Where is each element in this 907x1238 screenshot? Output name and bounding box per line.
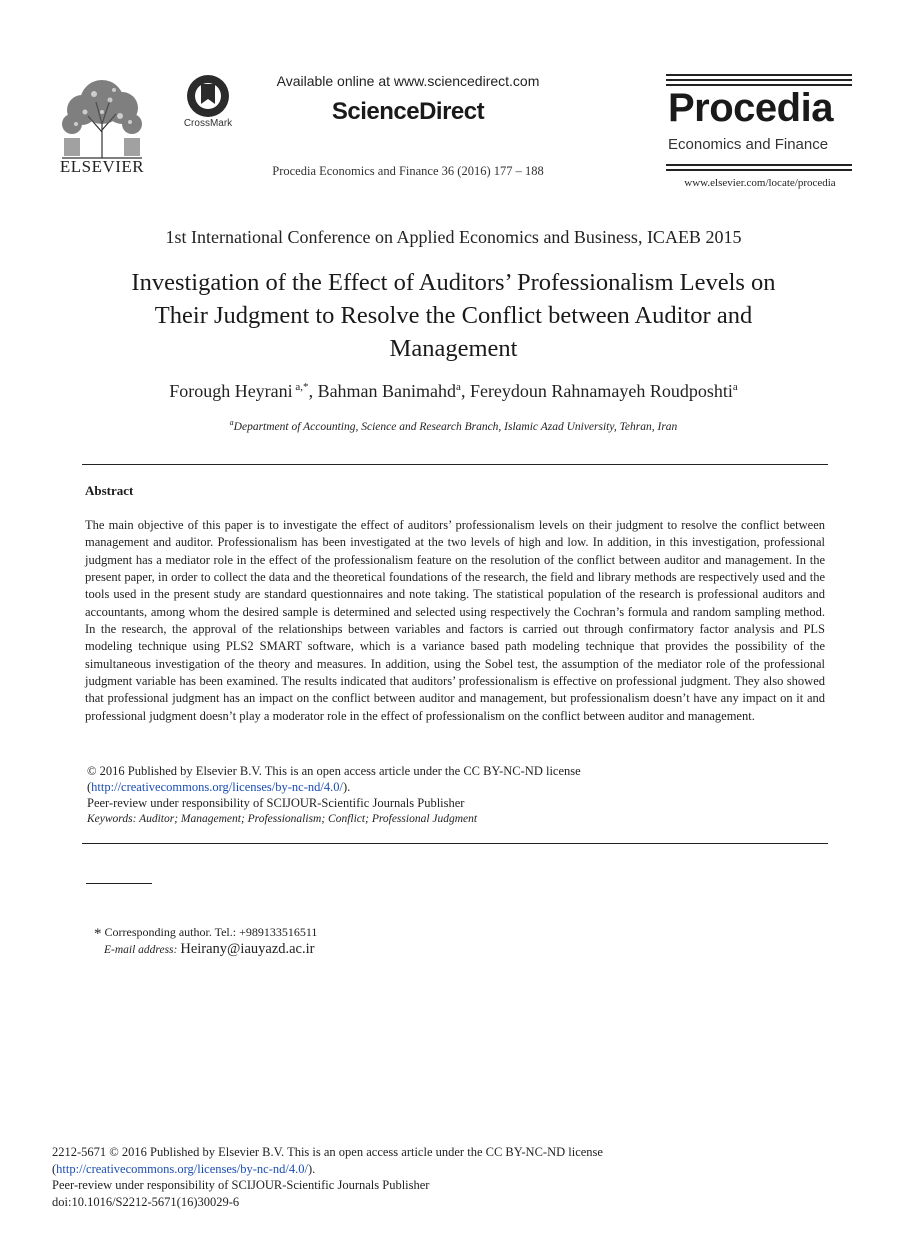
footer-license: 2212-5671 © 2016 Published by Elsevier B.V. This is an open access article under the CC BY-NC-ND license bbox=[52, 1145, 603, 1159]
license-url-line bbox=[87, 779, 827, 795]
procedia-rule bbox=[666, 164, 852, 166]
keywords-label: Keywords: bbox=[87, 813, 137, 825]
section-divider bbox=[82, 843, 828, 844]
affiliation bbox=[60, 418, 847, 433]
procedia-rule bbox=[666, 79, 852, 81]
available-online-text: Available online at www.sciencedirect.com bbox=[276, 73, 540, 89]
abstract-heading: Abstract bbox=[85, 483, 134, 498]
conference-name: 1st International Conference on Applied Economics and Business, ICAEB 2015 bbox=[165, 227, 742, 247]
procedia-rule bbox=[666, 169, 852, 171]
paren: ). bbox=[342, 780, 351, 794]
section-divider bbox=[82, 464, 828, 465]
footer-peer-review: Peer-review under responsibility of SCIJOUR-Scientific Journals Publisher bbox=[52, 1178, 430, 1192]
procedia-url-link[interactable]: www.elsevier.com/locate/procedia bbox=[684, 177, 836, 189]
title-line: Investigation of the Effect of Auditors’ Professionalism Levels on bbox=[131, 269, 776, 296]
affiliation-text: Department of Accounting, Science and Research Branch, Islamic Azad University, Tehran, Iran bbox=[233, 420, 678, 433]
paren: ( bbox=[52, 1161, 57, 1176]
footer-doi[interactable]: doi:10.1016/S2212-5671(16)30029-6 bbox=[52, 1194, 240, 1209]
footnote-star: * bbox=[94, 926, 102, 942]
email-note bbox=[104, 941, 314, 958]
corresponding-text: Corresponding author. Tel.: +989133516511 bbox=[104, 925, 318, 939]
paren: ). bbox=[307, 1161, 316, 1176]
author-name: Fereydoun Rahnamayeh Roudposhti bbox=[469, 381, 733, 401]
license-statement: © 2016 Published by Elsevier B.V. This is an open access article under the CC BY-NC-ND license bbox=[87, 764, 581, 778]
abstract-body: The main objective of this paper is to investigate the effect of auditors’ professionalism levels on their judgment to resolve the conflict between management and auditor. Professionalism has been investigated at the two levels of high and low. In addition, in this investigation, professional judgment has a mediator role in the effect of the professionalism feature on the resolution of the conflict between auditor and management. In the present paper, in order to collect the data and the theoretical foundations of the research, the field and library methods are respectively used and the tools used in the present study are standard questionnaires and note taking. The statistical population of the research is professional auditors and accountants, among whom the desired sample is determined and selected using respectively the Cochran’s formula and random sampling method. In the research, the approval of the relationships between variables and factors is carried out through confirmatory factor analysis and PLS modeling technique using PLS2 SMART software, which is a variance based path modeling technique that provides the possibility of the simultaneous investigation of the theory and measures. In addition, using the Sobel test, the assumption of the mediator role of the professional judgment variable has been examined. The results indicated that auditors’ professionalism is effective on professional judgment. They also showed that professional judgment has an impact on the conflict between auditor and management, but professionalism doesn’t have any impact on it and professional judgment doesn’t play a moderator role in the effect of professionalism on the conflict between auditor and management. bbox=[85, 518, 825, 723]
author-name: Forough Heyrani bbox=[169, 381, 293, 401]
corresponding-author-note bbox=[94, 924, 317, 941]
page-footer bbox=[52, 1144, 852, 1210]
journal-reference: Procedia Economics and Finance 36 (2016) 177 – 188 bbox=[272, 164, 544, 178]
sciencedirect-brand[interactable]: ScienceDirect bbox=[331, 98, 485, 125]
title-line: Their Judgment to Resolve the Conflict between Auditor and bbox=[154, 302, 753, 329]
procedia-subtitle: Economics and Finance bbox=[668, 136, 829, 153]
footnote-rule bbox=[86, 883, 152, 884]
crossmark-label: CrossMark bbox=[183, 118, 233, 129]
author-list: Forough Heyrani $^{a,*}$, Bahman Banimahd$^a$, Fereydoun Rahnamayeh Roudposhti$^a$ bbox=[169, 381, 738, 401]
procedia-title: Procedia bbox=[668, 86, 833, 130]
elsevier-wordmark: ELSEVIER bbox=[59, 157, 145, 176]
paren: ( bbox=[87, 780, 92, 794]
author-name: Bahman Banimahd bbox=[317, 381, 457, 401]
title-line: Management bbox=[389, 335, 518, 362]
procedia-rule bbox=[666, 74, 852, 76]
author-affil-mark: a,* bbox=[292, 381, 309, 393]
author-affil-mark: a bbox=[456, 381, 461, 393]
footer-license-url-link[interactable]: http://creativecommons.org/licenses/by-nc-nd/4.0/ bbox=[56, 1161, 308, 1176]
footer-license-url-line bbox=[52, 1161, 852, 1178]
email-label: E-mail address: bbox=[104, 944, 178, 956]
keywords-list: Auditor; Management; Professionalism; Conflict; Professional Judgment bbox=[136, 813, 478, 825]
paper-title bbox=[60, 266, 847, 365]
peer-review-statement: Peer-review under responsibility of SCIJOUR-Scientific Journals Publisher bbox=[87, 796, 465, 810]
email-address-link[interactable]: Heirany@iauyazd.ac.ir bbox=[180, 941, 315, 957]
license-url-link[interactable]: http://creativecommons.org/licenses/by-nc-nd/4.0/ bbox=[91, 780, 343, 794]
affiliation-mark: a bbox=[229, 418, 234, 427]
author-affil-mark: a bbox=[732, 381, 738, 393]
keywords bbox=[87, 813, 827, 825]
